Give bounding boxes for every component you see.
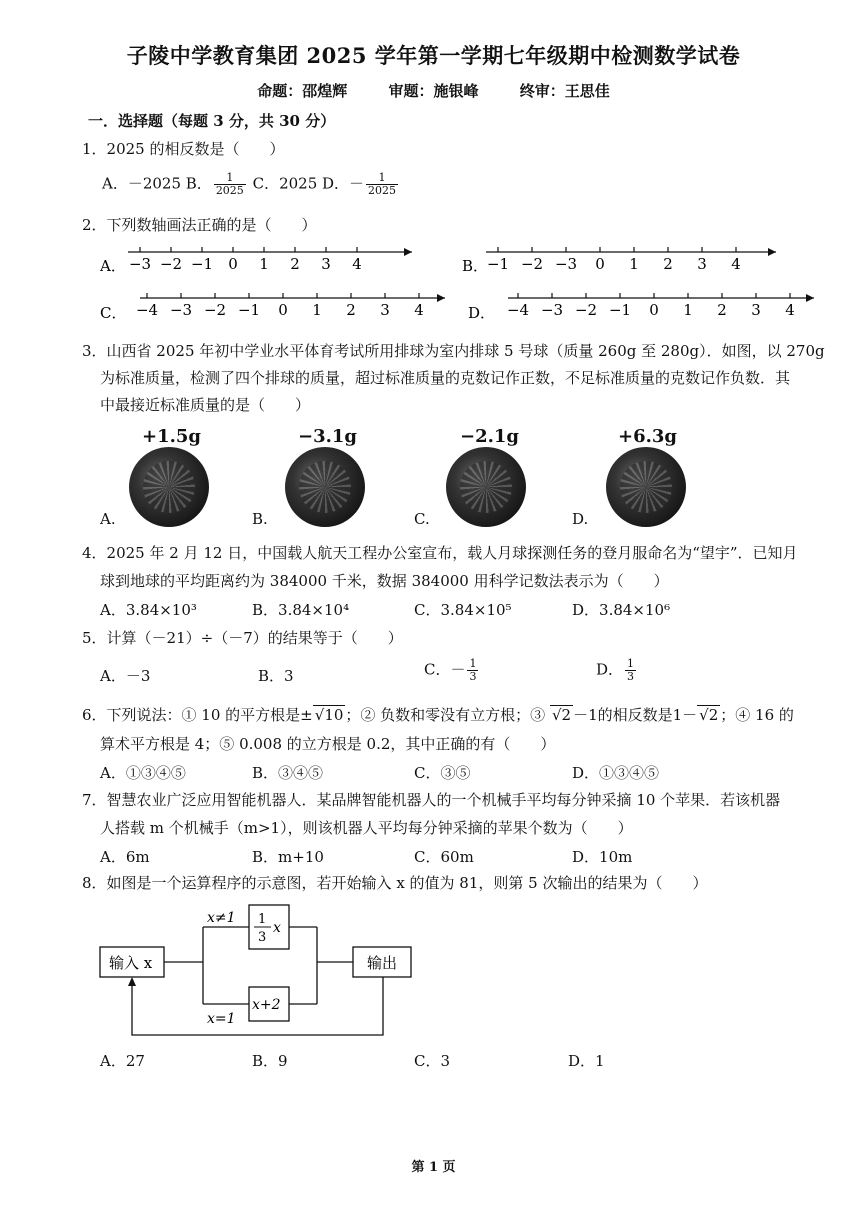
axisB-tick-label: −1 <box>486 255 510 273</box>
axisA-arrow <box>404 248 412 256</box>
q2-label-d: D． <box>468 304 496 322</box>
q4-option-d: D．3.84×10⁶ <box>572 601 671 619</box>
q6-line-2: 算术平方根是 4；⑤ 0.008 的立方根是 0.2，其中正确的有（ ） <box>100 735 556 753</box>
q8-stem: 8．如图是一个运算程序的示意图，若开始输入 x 的值为 81，则第 5 次输出的结果为（ ） <box>82 874 708 892</box>
q3-option-b-label: B. <box>252 510 268 528</box>
q2-label-a: A． <box>100 257 126 275</box>
q6-option-d: D．①③④⑤ <box>572 764 660 782</box>
axisA-tick-label: 0 <box>228 255 238 273</box>
q8-option-a: A．27 <box>100 1052 145 1070</box>
axisB-tick-label: 2 <box>663 255 673 273</box>
axisB-tick-label: −2 <box>520 255 544 273</box>
axisD-tick-label: −1 <box>608 301 632 319</box>
q3-option-d-label: D. <box>572 510 589 528</box>
axisB-tick-label: 0 <box>595 255 605 273</box>
q5-option-b: B．3 <box>258 667 294 685</box>
section-heading: 一．选择题（每题 3 分，共 30 分） <box>88 112 336 130</box>
q6-option-a: A．①③④⑤ <box>100 764 186 782</box>
flow-top-num: 1 <box>258 912 267 927</box>
axisC-tick-label: −3 <box>169 301 193 319</box>
q1-option-d-fraction: $\frac{1}{2025}$ <box>368 171 397 197</box>
reviewer: 审题：施银峰 <box>388 82 479 100</box>
axisD-tick-label: 3 <box>751 301 761 319</box>
q6-line-1: 6．下列说法：① 10 的平方根是± √10 ；② 负数和零没有立方根；③ √2 －1的相反数是1－ √2 ；④ 16 的 <box>82 706 794 724</box>
proposer: 命题：邵煌辉 <box>257 82 348 100</box>
flow-top-den: 3 <box>258 930 267 945</box>
q1-options <box>102 172 400 197</box>
axisD-tick-label: 4 <box>785 301 795 319</box>
axisB-tick-label: 1 <box>629 255 639 273</box>
axisC-tick-label: 1 <box>312 301 322 319</box>
axisC-tick-label: −1 <box>237 301 261 319</box>
axisC-tick-label: 3 <box>380 301 390 319</box>
q2-label-b: B． <box>462 257 489 275</box>
axisB-tick-label: −3 <box>554 255 578 273</box>
page-title: 子陵中学教育集团 2025 学年第一学期七年级期中检测数学试卷 <box>126 43 741 68</box>
q6-option-b: B．③④⑤ <box>252 764 324 782</box>
flow-cond-top: x≠1 <box>207 910 236 926</box>
axisB-tick-label: 4 <box>731 255 741 273</box>
final-reviewer: 终审：王思佳 <box>519 82 610 100</box>
q3-line-1: 3．山西省 2025 年初中学业水平体育考试所用排球为室内排球 5 号球（质量 260g 至 280g）．如图，以 270g <box>82 342 825 360</box>
q4-option-c: C．3.84×10⁵ <box>414 601 512 619</box>
q3-option-a-label: A. <box>100 510 116 528</box>
axisB-tick-label: 3 <box>697 255 707 273</box>
q4-line-2: 球到地球的平均距离约为 384000 千米，数据 384000 用科学记数法表示为（ ） <box>100 572 669 590</box>
q2-axis-c <box>136 293 445 319</box>
q5-option-c: C．－ $\frac{1}{3}$ <box>424 657 477 683</box>
axisD-tick-label: 2 <box>717 301 727 319</box>
q8-option-c: C．3 <box>414 1052 451 1070</box>
q3-weight-a: +1.5g <box>142 426 201 447</box>
axisA-tick-label: −2 <box>159 255 183 273</box>
axisD-tick-label: −3 <box>540 301 564 319</box>
q8-option-b: B．9 <box>252 1052 288 1070</box>
q5-stem: 5．计算（－21）÷（－7）的结果等于（ ） <box>82 629 403 647</box>
q7-line-1: 7．智慧农业广泛应用智能机器人．某品牌智能机器人的一个机械手平均每分钟采摘 10 个苹果．若该机器 <box>82 791 781 809</box>
page-number: 第 1 页 <box>411 1160 456 1175</box>
q1-option-a: A．－2025 B． <box>102 174 212 193</box>
q2-axis-d <box>507 293 814 319</box>
axisC-tick-label: 4 <box>414 301 424 319</box>
volleyball-d-image <box>606 447 686 527</box>
flow-return-arrow <box>128 977 136 986</box>
volleyball-c-image <box>446 447 526 527</box>
q8-flowchart <box>95 895 435 1045</box>
q3-weight-d: +6.3g <box>618 426 677 447</box>
q1-option-b-fraction: $\frac{1}{2025}$ <box>215 171 244 197</box>
axisA-tick-label: 4 <box>352 255 362 273</box>
q3-weight-b: −3.1g <box>298 426 357 447</box>
q4-option-b: B．3.84×10⁴ <box>252 601 350 619</box>
q6-option-c: C．③⑤ <box>414 764 471 782</box>
q7-option-c: C．60m <box>414 848 474 866</box>
q8-option-d: D．1 <box>568 1052 605 1070</box>
q2-stem: 2．下列数轴画法正确的是（ ） <box>82 216 317 234</box>
q3-line-2: 为标准质量，检测了四个排球的质量，超过标准质量的克数记作正数，不足标准质量的克数记作负数．其 <box>100 369 791 387</box>
q5-option-a: A．－3 <box>100 667 151 685</box>
flow-bottom-expr: x+2 <box>252 997 281 1013</box>
axisC-tick-label: 0 <box>278 301 288 319</box>
flow-cond-bottom: x=1 <box>207 1011 236 1027</box>
q2-axis-b <box>486 247 776 273</box>
q3-line-3: 中最接近标准质量的是（ ） <box>100 396 311 414</box>
flow-top-var: x <box>273 920 281 936</box>
axisD-tick-label: −4 <box>506 301 530 319</box>
axisA-tick-label: 1 <box>259 255 269 273</box>
authors-line <box>0 80 867 101</box>
axisD-tick-label: 1 <box>683 301 693 319</box>
axisC-tick-label: 2 <box>346 301 356 319</box>
flow-input-label: 输入 x <box>109 954 153 972</box>
q5-option-d: D． $\frac{1}{3}$ <box>596 657 635 683</box>
axisA-tick-label: 3 <box>321 255 331 273</box>
q4-line-1: 4．2025 年 2 月 12 日，中国载人航天工程办公室宣布，载人月球探测任务的登月服命名为“望宇”．已知月 <box>82 544 798 562</box>
flow-output-label: 输出 <box>367 954 398 972</box>
q7-option-a: A．6m <box>100 848 150 866</box>
axisD-arrow <box>806 294 814 302</box>
q1-stem: 1．2025 的相反数是（ ） <box>82 140 285 158</box>
axisC-arrow <box>437 294 445 302</box>
axisB-arrow <box>768 248 776 256</box>
q7-line-2: 人搭载 m 个机械手（m>1），则该机器人平均每分钟采摘的苹果个数为（ ） <box>100 819 633 837</box>
q2-axis-a <box>128 247 412 273</box>
axisA-tick-label: −1 <box>190 255 214 273</box>
q1-option-c: C．2025 D．－ <box>252 174 365 193</box>
axisC-tick-label: −4 <box>135 301 159 319</box>
q2-number-lines <box>100 240 860 330</box>
axisD-tick-label: −2 <box>574 301 598 319</box>
axisC-tick-label: −2 <box>203 301 227 319</box>
q3-option-c-label: C. <box>414 510 430 528</box>
axisA-tick-label: −3 <box>128 255 152 273</box>
q7-option-b: B．m+10 <box>252 848 324 866</box>
q4-option-a: A．3.84×10³ <box>100 601 197 619</box>
q2-label-c: C． <box>100 304 127 322</box>
volleyball-a-image <box>129 447 209 527</box>
axisA-tick-label: 2 <box>290 255 300 273</box>
axisD-tick-label: 0 <box>649 301 659 319</box>
volleyball-b-image <box>285 447 365 527</box>
q3-weight-c: −2.1g <box>460 426 519 447</box>
q7-option-d: D．10m <box>572 848 633 866</box>
